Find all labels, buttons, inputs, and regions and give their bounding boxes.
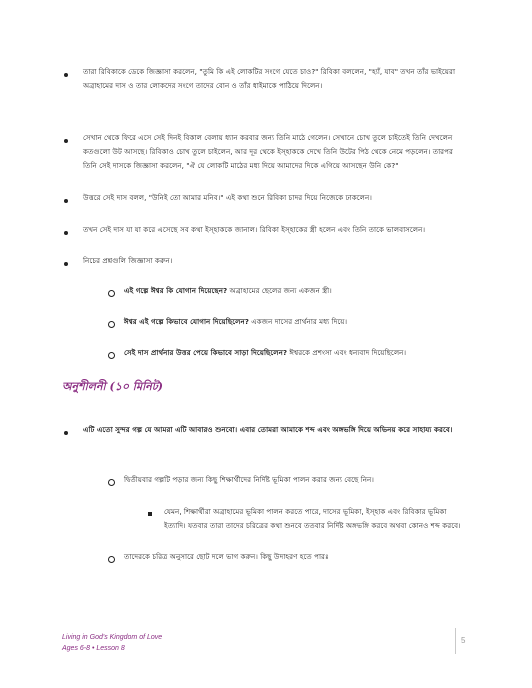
sub-bullet-marker — [108, 479, 115, 486]
bullet-marker — [64, 262, 68, 266]
page-number: 5 — [461, 636, 466, 645]
bullet-paragraph: তারা রিবিকাকে ডেকে জিজ্ঞাসা করলেন, "তুমি কি এই লোকটির সংগে যেতে চাও?" রিবিকা বললেন, "হ্যাঁ, যাব" তখন তাঁর ভাইয়েরা অব্রাহামের দাস ও তার লোকদের সংগে তাদের বোন ও তাঁর ধাইমাকে পাঠিয়ে দিলেন। — [83, 67, 456, 90]
bullet-paragraph: নিচের প্রশ্নগুলি জিজ্ঞাসা করুন। — [83, 256, 173, 265]
question-text: ঈশ্বর এই গল্পে কিভাবে যোগান দিয়েছিলেন? — [124, 317, 249, 326]
question-item — [124, 315, 464, 329]
question-text: এই গল্পে ঈশ্বর কি যোগান দিয়েছেন? — [124, 286, 228, 295]
sub-sub-bullet-marker — [148, 512, 152, 516]
bullet-paragraph: উত্তরে সেই দাস বলল, "উনিই তো আমার মনিব।" এই কথা শুনে রিবিকা চাদর দিয়ে নিজেকে ঢাকলেন। — [83, 193, 372, 202]
question-text: সেই দাস প্রার্থনার উত্তর পেয়ে কিভাবে সাড়া দিয়েছিলেন? — [124, 348, 288, 357]
footer-subtitle: Ages 6-8 • Lesson 8 — [62, 645, 125, 652]
footer-divider — [455, 628, 456, 654]
question-item — [124, 346, 464, 360]
sub-bullet-marker — [108, 352, 115, 359]
practice-detail: যেমন, শিক্ষার্থীরা অব্রাহামের ভূমিকা পালন করতে পারে, দাসের ভূমিকা, ইস্‌হাক এবং রিবিকার ভূমিকা ইত্যাদি। যতবার তারা তাদের চরিত্রের কথা শুনবে ততবার নির্দিষ্ট অঙ্গভঙ্গি করবে অথবা কোনও শব্দ করবে। — [164, 507, 461, 530]
sub-bullet-marker — [108, 290, 115, 297]
bullet-marker — [64, 231, 68, 235]
question-item — [124, 284, 464, 298]
section-heading: অনুশীলনী (১০ মিনিট) — [62, 380, 163, 393]
practice-sub-item: দ্বিতীয়বার গল্পটি পড়ার জন্য কিছু শিক্ষার্থীদের নির্দিষ্ট ভূমিকা পালন করার জন্য বেছে নিন। — [124, 475, 374, 484]
sub-bullet-marker — [108, 556, 115, 563]
bullet-marker — [64, 199, 68, 203]
answer-text: একজন দাসের প্রার্থনার মধ্য দিয়ে। — [248, 317, 348, 326]
bullet-marker — [64, 139, 68, 143]
footer-title: Living in God's Kingdom of Love — [62, 634, 163, 641]
bullet-paragraph: তখন সেই দাস যা যা করে এসেছে সব কথা ইস্‌হাককে জানাল। রিবিকা ইস্‌হাকের স্ত্রী হলেন এবং তিনি তাকে ভালবাসলেন। — [83, 225, 426, 234]
practice-sub-item: তাদেরকে চরিত্র অনুসারে ছোট দলে ভাগ করুন। কিছু উদাহরণ হতে পারঃ — [124, 552, 329, 561]
answer-text: অব্রাহামের ছেলের জন্য একজন স্ত্রী। — [227, 286, 332, 295]
bullet-marker — [64, 73, 68, 77]
answer-text: ঈশ্বরকে প্রশংসা এবং ধন্যবাদ দিয়েছিলেন। — [287, 348, 407, 357]
bullet-paragraph: সেখান থেকে ফিরে এসে সেই দিনই বিকাল বেলায় ধ্যান করবার জন্য তিনি মাঠে গেলেন। সেখানে চোখ তুলে চাইতেই তিনি দেখলেন কতগুলো উট আসছে। রিবিকাও চোখ তুলে চাইলেন, আর দূর থেকে ইস্‌হাককে দেখে তিনি উটের পিঠ থেকে নেমে পড়লেন। তারপর তিনি সেই দাসকে জিজ্ঞাসা করলেন, "ঐ যে লোকটি মাঠের মধ্য দিয়ে আমাদের দিকে এগিয়ে আসছেন উনি কে?" — [83, 133, 453, 170]
practice-intro: এটি এতো সুন্দর গল্প যে আমরা এটি আবারও শুনবো। এবার তোমরা আমাকে শব্দ এবং অঙ্গভঙ্গি দিয়ে অভিনয় করে সাহায্য করবে। — [83, 425, 453, 434]
bullet-marker — [64, 431, 68, 435]
sub-bullet-marker — [108, 321, 115, 328]
